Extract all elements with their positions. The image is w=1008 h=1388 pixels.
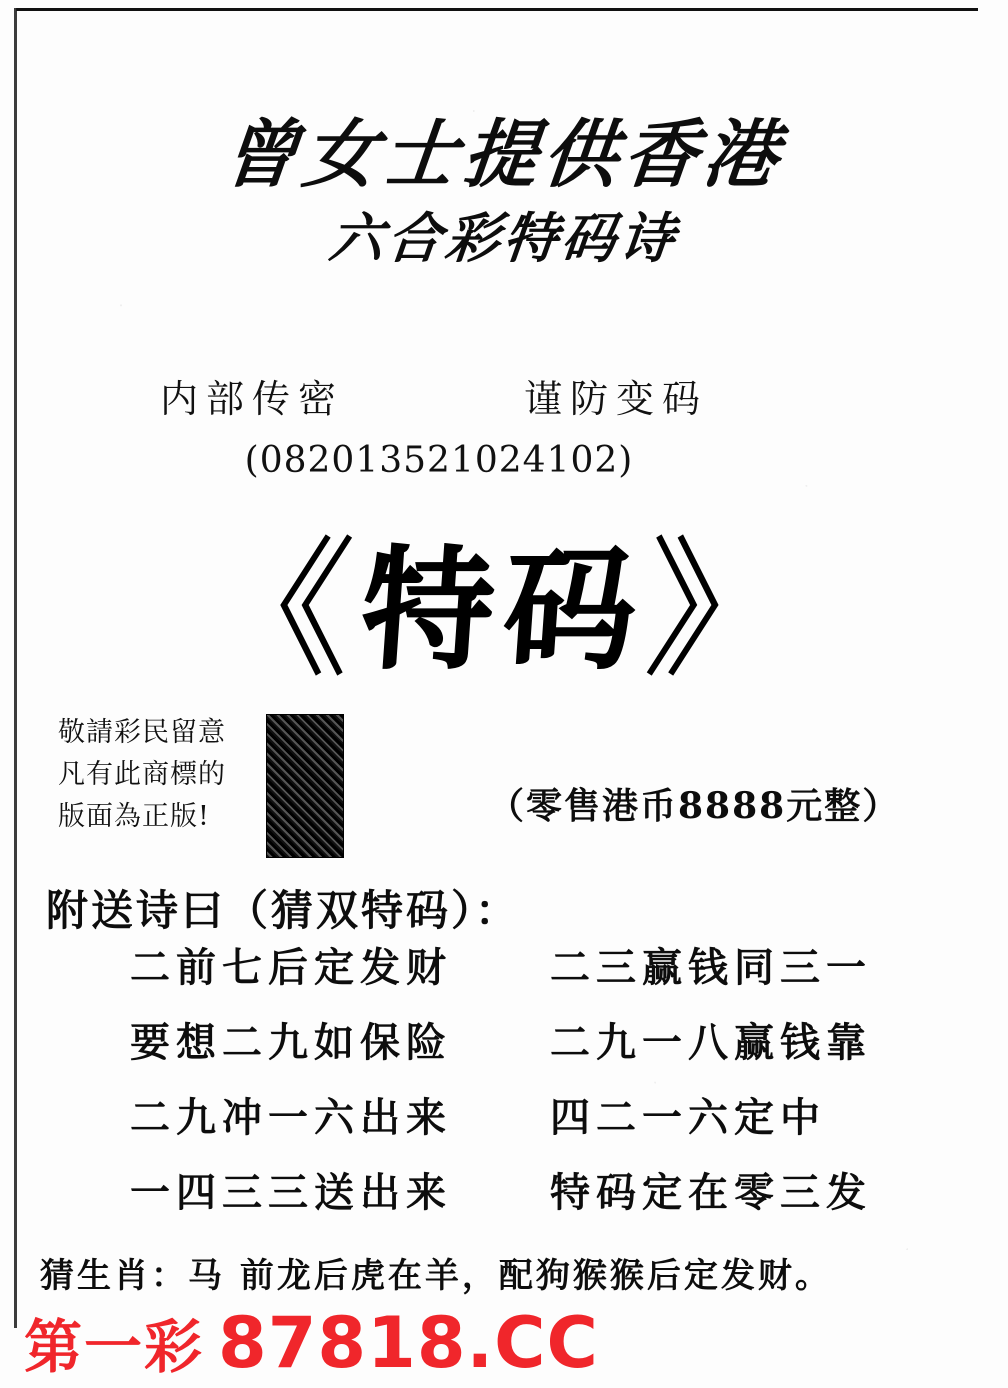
authenticity-notice <box>58 712 268 838</box>
trademark-stamp-icon <box>266 714 344 858</box>
footer-url: 87818.CC <box>218 1302 599 1384</box>
poem-line: 二九一八赢钱靠 <box>550 1019 872 1066</box>
poem-line: 一四三三送出来 <box>130 1169 452 1216</box>
poem-row <box>130 1086 890 1143</box>
poem-line: 二三赢钱同三一 <box>550 944 872 991</box>
poem-heading: 附送诗曰（猜双特码）： <box>46 886 521 935</box>
note-beware-fake: 谨防变码 <box>524 377 709 421</box>
page-title: 曾女士提供香港 <box>218 112 788 198</box>
notice-line-1: 敬請彩民留意 <box>58 717 226 748</box>
page-subtitle: 六合彩特码诗 <box>326 206 681 270</box>
notice-line-2: 凡有此商標的 <box>58 759 226 790</box>
poem-row <box>130 1161 890 1218</box>
zodiac-line: 猜生肖：马 前龙后虎在羊，配狗猴猴后定发财。 <box>40 1256 832 1296</box>
serial-number: (082013521024102) <box>244 440 634 481</box>
retail-price: （零售港币8888元整） <box>488 785 901 827</box>
poem-row <box>130 936 890 993</box>
note-internal-secret: 内部传密 <box>160 377 345 421</box>
notice-line-3: 版面為正版! <box>58 801 210 832</box>
poem-line: 二前七后定发财 <box>130 944 452 991</box>
feature-heading <box>195 524 813 698</box>
top-border-rule <box>16 8 978 11</box>
feature-heading-wrap <box>0 524 1008 716</box>
poem-line: 要想二九如保险 <box>130 1019 452 1066</box>
notice-row <box>160 368 860 423</box>
paren-left: 《 <box>195 524 369 698</box>
poem-grid <box>130 936 890 1236</box>
feature-label: 特码 <box>356 533 652 688</box>
poem-line: 特码定在零三发 <box>550 1169 872 1216</box>
paren-right: 》 <box>639 524 813 698</box>
footer-brand: 第一彩 <box>24 1313 205 1381</box>
poem-line: 二九冲一六出来 <box>130 1094 452 1141</box>
footer-watermark <box>24 1300 599 1384</box>
poem-row <box>130 1011 890 1068</box>
poem-line: 四二一六定中 <box>550 1094 826 1141</box>
